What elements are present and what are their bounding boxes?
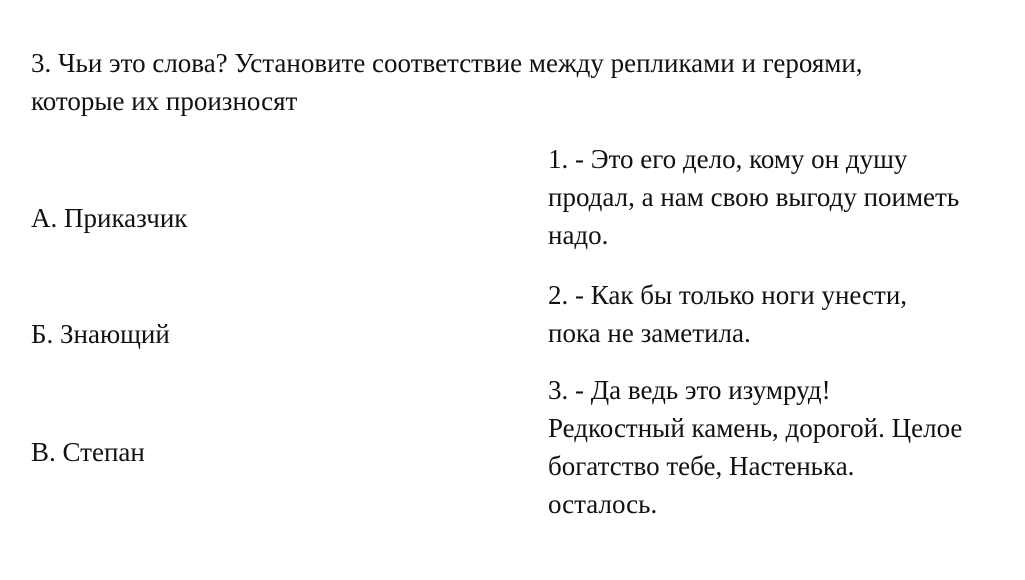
character-a: А. Приказчик (31, 203, 188, 233)
quote-line: 2. - Как бы только ноги унести, (548, 280, 908, 310)
quote-3 (548, 371, 1008, 523)
quote-line: пока не заметила. (548, 318, 751, 348)
quote-line: осталось. (548, 489, 658, 519)
character-c: В. Степан (31, 437, 145, 467)
character-b: Б. Знающий (31, 319, 170, 349)
quote-line: 3. - Да ведь это изумруд! (548, 375, 831, 405)
quote-2 (548, 276, 1008, 352)
quote-1 (548, 140, 1008, 254)
quote-line: богатство тебе, Настенька. (548, 451, 855, 481)
question-line: 3. Чьи это слова? Установите соответствие между репликами и героями, (31, 48, 863, 78)
question-line: которые их произносят (31, 86, 298, 116)
quote-line: надо. (548, 220, 609, 250)
question-text (31, 44, 991, 120)
quote-line: продал, а нам свою выгоду поиметь (548, 182, 960, 212)
quote-line: 1. - Это его дело, кому он душу (548, 144, 908, 174)
quote-line: Редкостный камень, дорогой. Целое (548, 413, 963, 443)
